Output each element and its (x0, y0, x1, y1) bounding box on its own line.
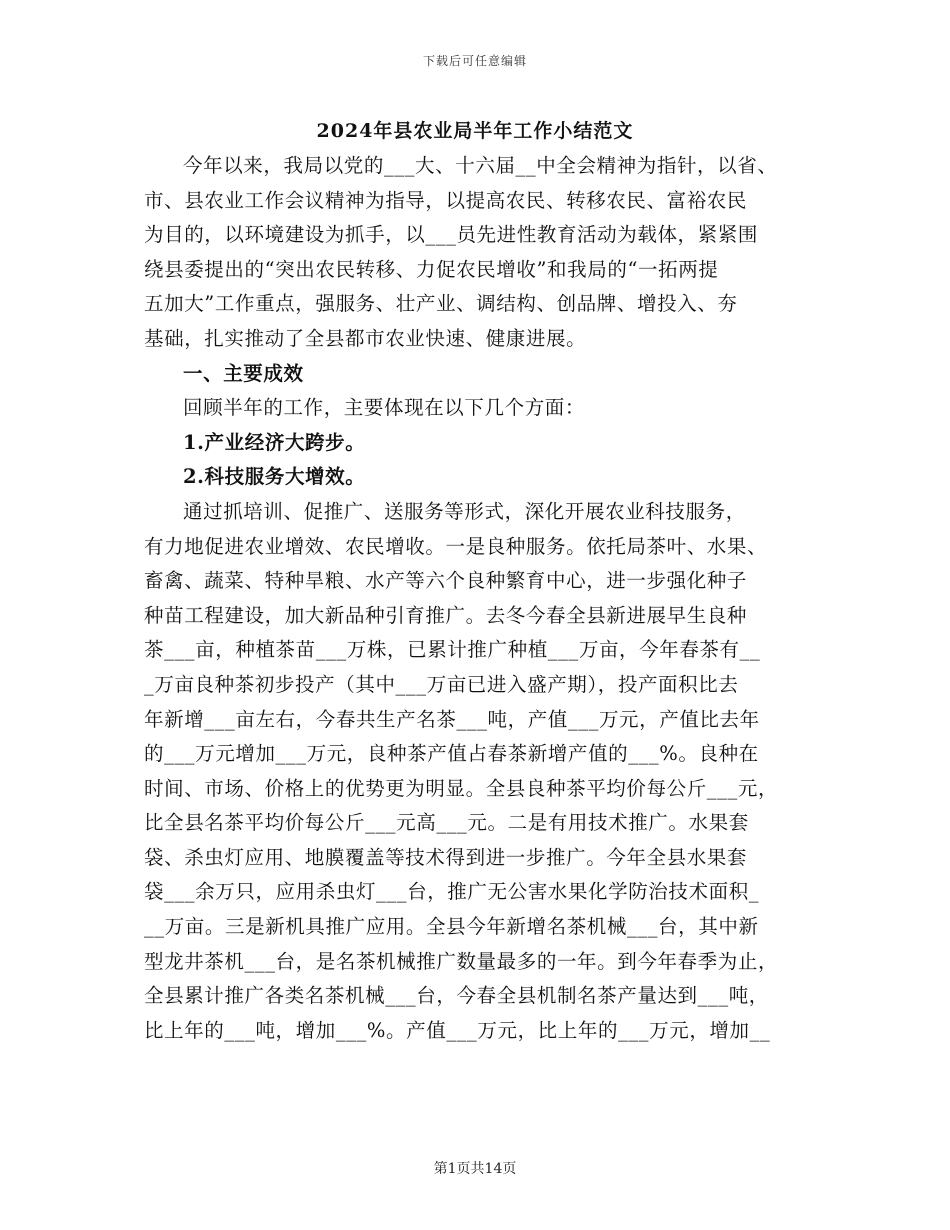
paragraph-line: 的___万元增加___万元，良种茶产值占春茶新增产值的___%。良种在 (144, 742, 759, 766)
paragraph-line: 基础，扎实推动了全县都市农业快速、健康进展。 (144, 326, 587, 350)
header-note: 下载后可任意编辑 (422, 54, 527, 68)
paragraph-line: 袋___余万只，应用杀虫灯___台，推广无公害水果化学防治技术面积_ (144, 880, 760, 904)
paragraph-line: 茶___亩，种植茶苗___万株，已累计推广种植___万亩，今年春茶有__ (144, 638, 761, 662)
subsection-heading: 1.产业经济大跨步。 (183, 430, 366, 454)
paragraph-line: 比上年的___吨，增加___%。产值___万元，比上年的___万元，增加__ (144, 1018, 771, 1042)
paragraph-line: 年新增___亩左右，今春共生产名茶___吨，产值___万元，产值比去年 (144, 707, 760, 731)
paragraph-line: 通过抓培训、促推广、送服务等形式，深化开展农业科技服务， (183, 499, 746, 523)
document-body (144, 149, 824, 1048)
paragraph-line: _万亩良种茶初步投产（其中___万亩已进入盛产期），投产面积比去 (144, 672, 739, 696)
paragraph-line: 畜禽、蔬菜、特种旱粮、水产等六个良种繁育中心，进一步强化种子 (144, 569, 748, 593)
document-title: 2024年县农业局半年工作小结范文 (316, 120, 634, 142)
section-heading: 一、主要成效 (183, 361, 304, 385)
paragraph-line: 袋、杀虫灯应用、地膜覆盖等技术得到进一步推广。今年全县水果套 (144, 845, 748, 869)
paragraph-line: 为目的，以环境建设为抓手，以___员先进性教育活动为载体，紧紧围 (144, 223, 758, 247)
paragraph-line: 回顾半年的工作，主要体现在以下几个方面： (183, 396, 586, 420)
paragraph-line: 型龙井茶机___台，是名茶机械推广数量最多的一年。到今年春季为止， (144, 949, 779, 973)
paragraph-line: 绕县委提出的“突出农民转移、力促农民增收”和我局的“一拓两提 (144, 257, 719, 281)
subsection-heading: 2.科技服务大增效。 (183, 465, 366, 489)
paragraph-line: 市、县农业工作会议精神为指导，以提高农民、转移农民、富裕农民 (144, 188, 748, 212)
page-footer: 第1页共14页 (433, 1161, 517, 1177)
paragraph-line: 时间、市场、价格上的优势更为明显。全县良种茶平均价每公斤___元， (144, 776, 779, 800)
paragraph-line: 五加大”工作重点，强服务、壮产业、调结构、创品牌、增投入、夯 (144, 292, 738, 316)
paragraph-line: 有力地促进农业增效、农民增收。一是良种服务。依托局茶叶、水果、 (144, 534, 768, 558)
paragraph-line: 全县累计推广各类名茶机械___台，今春全县机制名茶产量达到___吨， (144, 984, 769, 1008)
paragraph-line: 种苗工程建设，加大新品种引育推广。去冬今春全县新进展早生良种 (144, 603, 748, 627)
paragraph-line: __万亩。三是新机具推广应用。全县今年新增名茶机械___台，其中新 (144, 915, 759, 939)
paragraph-line: 比全县名茶平均价每公斤___元高___元。二是有用技术推广。水果套 (144, 811, 749, 835)
paragraph-line: 今年以来，我局以党的___大、十六届__中全会精神为指针，以省、 (183, 154, 778, 177)
